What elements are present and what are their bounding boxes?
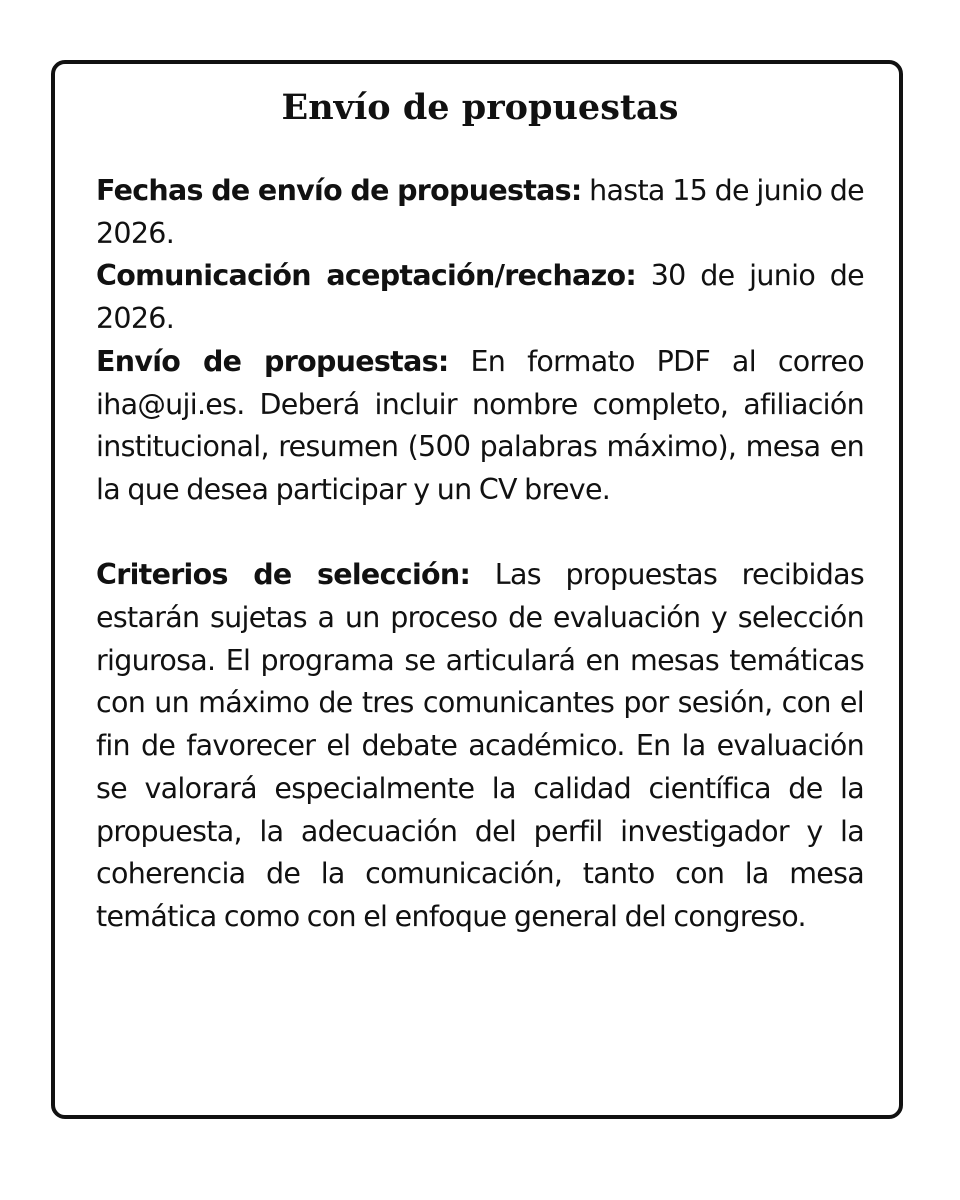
submission-text: En formato PDF al correo iha@uji.es. Deberá incluir nombre completo, afiliación institucional, resumen (500 palabras máximo), mesa en la que desea participar y un CV breve. bbox=[96, 344, 865, 506]
notification-label: Comunicación aceptación/rechazo: bbox=[96, 259, 637, 293]
submission-dates-label: Fechas de envío de propuestas: bbox=[96, 174, 582, 207]
criteria-paragraph bbox=[96, 554, 864, 938]
paragraph-spacer bbox=[96, 512, 864, 555]
page-title: Envío de propuestas bbox=[281, 87, 679, 128]
notification-text: 30 de junio de 2026. bbox=[96, 259, 864, 336]
criteria-text: Las propuestas recibidas estarán sujetas a un proceso de evaluación y selección rigurosa. El programa se articulará en mesas temáticas con un máximo de tres comunicantes por sesión, con el fin de favorecer el debate académico. En la evaluación se valorará especialmente la calidad científica de la propuesta, la adecuación del perfil investigador y la coherencia de la comunicación, tanto con la mesa temática como con el enfoque general del congreso. bbox=[96, 558, 864, 933]
submission-label: Envío de propuestas: bbox=[96, 344, 449, 378]
criteria-label: Criterios de selección: bbox=[96, 558, 471, 592]
content-body bbox=[96, 170, 864, 939]
submission-paragraph bbox=[96, 341, 864, 512]
submission-dates-paragraph bbox=[96, 170, 864, 255]
notification-paragraph bbox=[96, 255, 864, 340]
submission-dates-text: hasta 15 de junio de 2026. bbox=[96, 174, 865, 250]
